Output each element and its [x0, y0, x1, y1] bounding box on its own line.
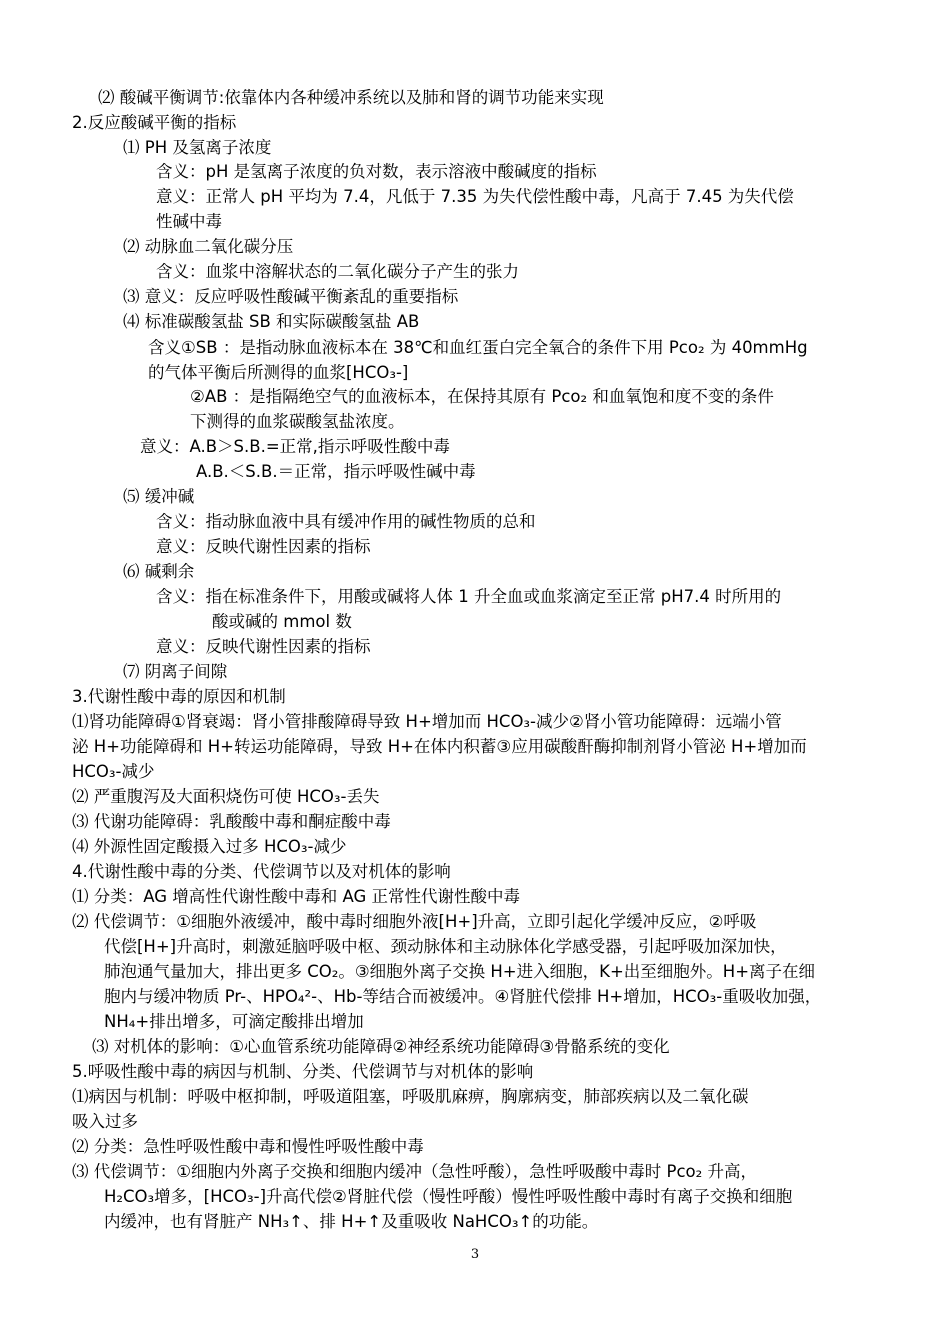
text-line: ⑺ 阴离子间隙: [123, 662, 228, 681]
text-line: A.B.＜S.B.＝正常，指示呼吸性碱中毒: [196, 462, 476, 481]
section-heading: 5.呼吸性酸中毒的病因与机制、分类、代偿调节与对机体的影响: [72, 1062, 534, 1081]
text-line: 意义：反映代谢性因素的指标: [156, 637, 371, 656]
text-line: 下测得的血浆碳酸氢盐浓度。: [190, 412, 405, 431]
section-heading: 2.反应酸碱平衡的指标: [72, 113, 237, 132]
text-line: 肺泡通气量加大，排出更多 CO₂。③细胞外离子交换 H+进入细胞，K+出至细胞外。H+离子在细: [104, 962, 816, 981]
text-line: 意义：A.B＞S.B.=正常,指示呼吸性酸中毒: [140, 437, 450, 456]
text-line: ⑵ 动脉血二氧化碳分压: [123, 237, 294, 256]
text-line: ⑴肾功能障碍①肾衰竭：肾小管排酸障碍导致 H+增加而 HCO₃-减少②肾小管功能障碍：远端小管: [72, 712, 782, 731]
text-line: ⑵ 代偿调节：①细胞外液缓冲，酸中毒时细胞外液[H+]升高，立即引起化学缓冲反应，②呼吸: [72, 912, 757, 931]
text-line: 内缓冲，也有肾脏产 NH₃↑、排 H+↑及重吸收 NaHCO₃↑的功能。: [104, 1212, 599, 1231]
text-line: 的气体平衡后所测得的血浆[HCO₃-]: [148, 363, 409, 382]
text-line: 酸或碱的 mmol 数: [212, 612, 352, 631]
text-line: ⑷ 标准碳酸氢盐 SB 和实际碳酸氢盐 AB: [123, 312, 420, 331]
text-line: ⑴ 分类：AG 增高性代谢性酸中毒和 AG 正常性代谢性酸中毒: [72, 887, 521, 906]
section-heading: 4.代谢性酸中毒的分类、代偿调节以及对机体的影响: [72, 862, 451, 881]
text-line: ⑵ 酸碱平衡调节:依靠体内各种缓冲系统以及肺和肾的调节功能来实现: [98, 88, 604, 107]
text-line: 性碱中毒: [156, 212, 222, 231]
text-line: ⑶ 意义：反应呼吸性酸碱平衡紊乱的重要指标: [123, 287, 459, 306]
text-line: ⑷ 外源性固定酸摄入过多 HCO₃-减少: [72, 837, 347, 856]
text-line: H₂CO₃增多，[HCO₃-]升高代偿②肾脏代偿（慢性呼酸）慢性呼吸性酸中毒时有离子交换和细胞: [104, 1187, 793, 1206]
text-line: 胞内与缓冲物质 Pr-、HPO₄²-、Hb-等结合而被缓冲。④肾脏代偿排 H+增加，HCO₃-重吸收加强，: [104, 987, 822, 1006]
text-line: 含义①SB ：是指动脉血液标本在 38℃和血红蛋白完全氧合的条件下用 Pco₂ 为 40mmHg: [148, 338, 808, 357]
text-line: 吸入过多: [72, 1112, 138, 1131]
text-line: ⑵ 分类：急性呼吸性酸中毒和慢性呼吸性酸中毒: [72, 1137, 424, 1156]
page-number: 3: [470, 1247, 480, 1262]
text-line: ⑴ PH 及氢离子浓度: [123, 138, 272, 157]
text-line: 代偿[H+]升高时，刺激延脑呼吸中枢、颈动脉体和主动脉体化学感受器，引起呼吸加深加快，: [104, 937, 787, 956]
text-line: ⑵ 严重腹泻及大面积烧伤可使 HCO₃-丢失: [72, 787, 380, 806]
text-line: HCO₃-减少: [72, 762, 155, 781]
text-line: 意义：反映代谢性因素的指标: [156, 537, 371, 556]
section-heading: 3.代谢性酸中毒的原因和机制: [72, 687, 286, 706]
text-line: NH₄+排出增多，可滴定酸排出增加: [104, 1012, 364, 1031]
text-line: ⑶ 代谢功能障碍：乳酸酸中毒和酮症酸中毒: [72, 812, 391, 831]
text-line: 含义：指动脉血液中具有缓冲作用的碱性物质的总和: [156, 512, 536, 531]
text-line: 含义：血浆中溶解状态的二氧化碳分子产生的张力: [156, 262, 519, 281]
text-line: 含义：指在标准条件下，用酸或碱将人体 1 升全血或血浆滴定至正常 pH7.4 时所用的: [156, 587, 782, 606]
text-line: 含义：pH 是氢离子浓度的负对数，表示溶液中酸碱度的指标: [156, 162, 597, 181]
text-line: ⑶ 代偿调节：①细胞内外离子交换和细胞内缓冲（急性呼酸），急性呼吸酸中毒时 Pco₂ 升高，: [72, 1162, 758, 1181]
text-line: ⑹ 碱剩余: [123, 562, 195, 581]
text-line: ②AB ：是指隔绝空气的血液标本，在保持其原有 Pco₂ 和血氧饱和度不变的条件: [190, 387, 774, 406]
text-line: ⑸ 缓冲碱: [123, 487, 195, 506]
text-line: 意义：正常人 pH 平均为 7.4，凡低于 7.35 为失代偿性酸中毒，凡高于 7.45 为失代偿: [156, 187, 794, 206]
text-line: ⑴病因与机制：呼吸中枢抑制，呼吸道阻塞，呼吸肌麻痹，胸廓病变，肺部疾病以及二氧化碳: [72, 1087, 749, 1106]
text-line: ⑶ 对机体的影响：①心血管系统功能障碍②神经系统功能障碍③骨骼系统的变化: [92, 1037, 670, 1056]
text-line: 泌 H+功能障碍和 H+转运功能障碍，导致 H+在体内积蓄③应用碳酸酐酶抑制剂肾小管泌 H+增加而: [72, 737, 807, 756]
